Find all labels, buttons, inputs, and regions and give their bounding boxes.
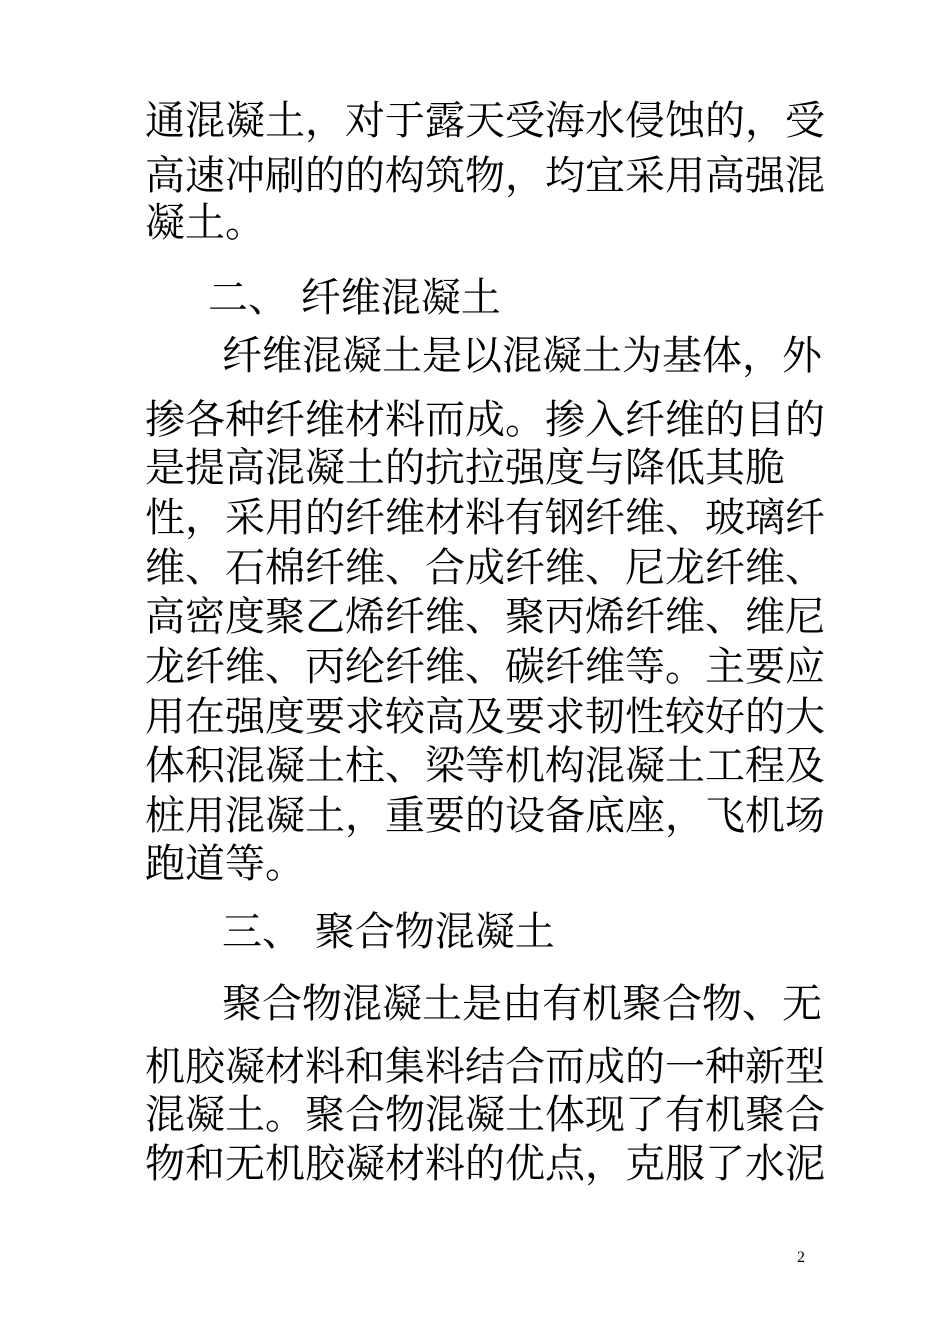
body-text-line: 物和无机胶凝材料的优点，克服了水泥 (145, 1141, 825, 1187)
body-text-line: 纤维混凝土是以混凝土为基体，外 (222, 333, 822, 379)
body-text-line: 用在强度要求较高及要求韧性较好的大 (145, 694, 825, 740)
body-text-line: 龙纤维、丙纶纤维、碳纤维等。主要应 (145, 644, 825, 690)
body-text-line: 高速冲刷的的构筑物，均宜采用高强混 (145, 153, 825, 199)
body-text-line: 通混凝土，对于露天受海水侵蚀的，受 (145, 98, 825, 144)
body-text-line: 混凝土。聚合物混凝土体现了有机聚合 (145, 1092, 825, 1138)
body-text-line: 掺各种纤维材料而成。掺入纤维的目的 (145, 397, 825, 443)
body-text-line: 性，采用的纤维材料有钢纤维、玻璃纤 (145, 495, 825, 541)
body-text-line: 跑道等。 (145, 841, 305, 887)
body-text-line: 机胶凝材料和集料结合而成的一种新型 (145, 1044, 825, 1090)
section-heading: 三、 聚合物混凝土 (222, 909, 555, 955)
body-text-line: 聚合物混凝土是由有机聚合物、无 (222, 981, 822, 1027)
body-text-line: 是提高混凝土的抗拉强度与降低其脆 (145, 445, 785, 491)
section-heading: 二、 纤维混凝土 (208, 275, 501, 321)
body-text-line: 维、石棉纤维、合成纤维、尼龙纤维、 (145, 545, 825, 591)
body-text-line: 体积混凝土柱、梁等机构混凝土工程及 (145, 743, 825, 789)
page-number: 2 (797, 1249, 805, 1266)
body-text-line: 凝土。 (145, 200, 265, 246)
body-text-line: 桩用混凝土，重要的设备底座，飞机场 (145, 793, 825, 839)
body-text-line: 高密度聚乙烯纤维、聚丙烯纤维、维尼 (145, 594, 825, 640)
